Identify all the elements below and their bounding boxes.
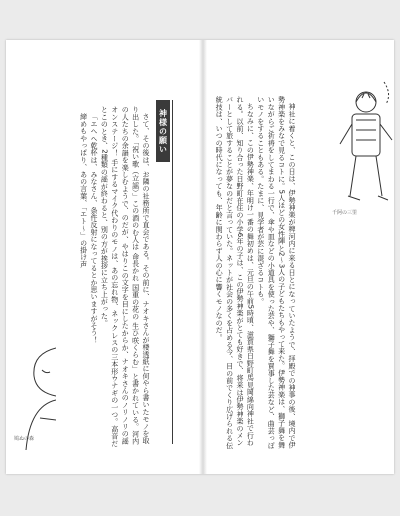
section-heading: 神様の願い bbox=[156, 100, 170, 162]
woman-illustration bbox=[12, 340, 56, 450]
right-paragraph: 神社に着くと、この日は、伊勢神楽が稗河内に来る日とになっていたようで、拝殿での神事の後、境内で伊勢神楽をみなで見るコトに。5人ほどの女性陣と2〜3人の子どもたちもやって来た。伊勢神楽は、獅子舞を舞いながらご祈祷をしてまわる一行で、傘や皿などの小道具を使った芸や、獅子舞を買事した芸など、曲芸っぽいモノをすることもある。たまに、見学者が芸に混ざるコトも。 bbox=[256, 96, 296, 449]
book-spread bbox=[6, 40, 394, 474]
left-paragraph: さて、その後は、お隣の社務所で直会である。その前に、ナオキさんが楼透紙に何やら書いたモノを取り出した。「祝い歌（立謡）」この酒のむ人は 命長かれ 国重の花の 生ひ咲くらむ」と書かれている。河内の人たちの余韻を楽しむようで、のだが、やはりこの文字を目にしたからか、ナオキさんのノリノリの謡オンステージ！ 手にするマイク代わりのモノは、あの忘れ物、ネックレスの三本形ウナギの一つ。高音だとこのとき、2種類の謡が終わると、別の方が挨拶に立ち上がった。 bbox=[100, 106, 150, 447]
left-illust-note: 鳩ぬの森 bbox=[14, 436, 35, 442]
right-paragraph: ちなみに、この伊勢神楽、年明け一番の舞初めは、元旦の午前5時頃、滋賀県日野町馬見岡綿向神社で行われる。以前、知り合った日野町在住の小学6年の子は、この伊勢神楽がとても好きで、将来は伊勢神楽のメンバーとして旅することが夢なのだと言っていた。ネットが社会の多くを占める今、目の前でくり広げられる伝統技は、いつの時代になっても、年齢に関わらず人の心に響くモノなのだ。 bbox=[215, 96, 255, 449]
left-paragraph: 締めもやっぱり、あの言葉、「エト〜」の掛け声 bbox=[79, 113, 88, 268]
right-illust-note: 千阿の三里 bbox=[332, 210, 358, 216]
left-paragraph: 「エヘヘ乾杯は、みなさん、条件反射になってるとか思いますがそう！ bbox=[89, 113, 98, 344]
shishimai-performer-illustration bbox=[326, 74, 400, 222]
